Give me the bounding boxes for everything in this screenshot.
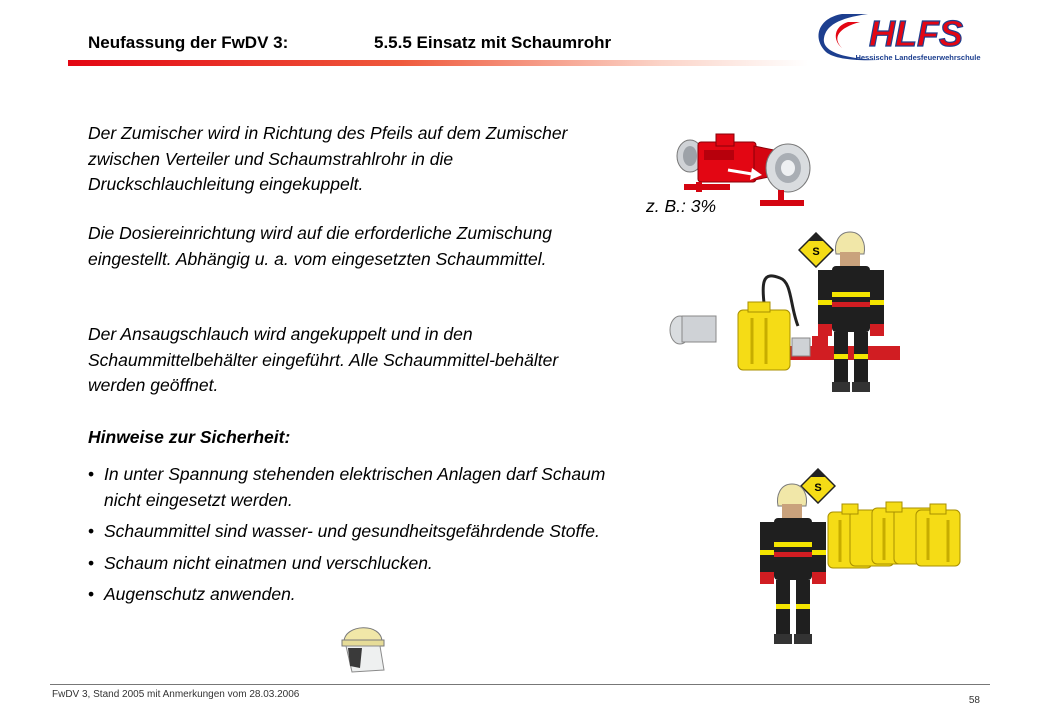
- safety-heading: Hinweise zur Sicherheit:: [88, 427, 291, 447]
- safety-item-hazardous: • Schaummittel sind wasser- und gesundheitsgefährdende Stoffe.: [88, 519, 628, 545]
- safety-item-inhalation: • Schaum nicht einatmen und verschlucken.: [88, 551, 628, 577]
- hazard-badge-letter: S: [812, 246, 820, 258]
- logo-text: HLFS: [869, 13, 963, 54]
- foam-setup-illustration: [668, 226, 900, 396]
- safety-item-eye-protection: • Augenschutz anwenden.: [88, 582, 628, 608]
- hazard-badge-letter: S: [814, 482, 822, 494]
- footer-text: FwDV 3, Stand 2005 mit Anmerkungen vom 28.03.2006: [52, 689, 300, 700]
- header-accent-bar: [68, 60, 808, 66]
- header-title: Neufassung der FwDV 3:: [88, 33, 289, 52]
- firefighter-with-canisters-illustration: [752, 482, 972, 648]
- safety-item-electrical: • In unter Spannung stehenden elektrischen Anlagen darf Schaum nicht eingesetzt werden.: [88, 462, 628, 513]
- paragraph-inductor: Der Zumischer wird in Richtung des Pfeils auf dem Zumischer zwischen Verteiler und Schaumstrahlrohr in die Druckschlauchleitung eingekuppelt.: [88, 123, 568, 194]
- hlfs-logo: [808, 8, 986, 66]
- page-number: 58: [968, 695, 980, 706]
- dosing-example-label: z. B.: 3%: [646, 196, 717, 216]
- safety-list: [88, 462, 628, 614]
- logo-subtitle: Hessische Landesfeuerwehrschule: [855, 53, 981, 62]
- paragraph-dosing: Die Dosiereinrichtung wird auf die erforderliche Zumischung eingestellt. Abhängig u. a. vom eingesetzten Schaummittel.: [88, 223, 552, 269]
- helmet-visor-illustration: [336, 616, 390, 674]
- paragraph-suction-hose: Der Ansaugschlauch wird angekuppelt und in den Schaummittelbehälter eingeführt. Alle Schaummittel-behälter werden geöffnet.: [88, 324, 559, 395]
- footer-rule: [50, 684, 990, 685]
- header-section-title: 5.5.5 Einsatz mit Schaumrohr: [374, 33, 612, 52]
